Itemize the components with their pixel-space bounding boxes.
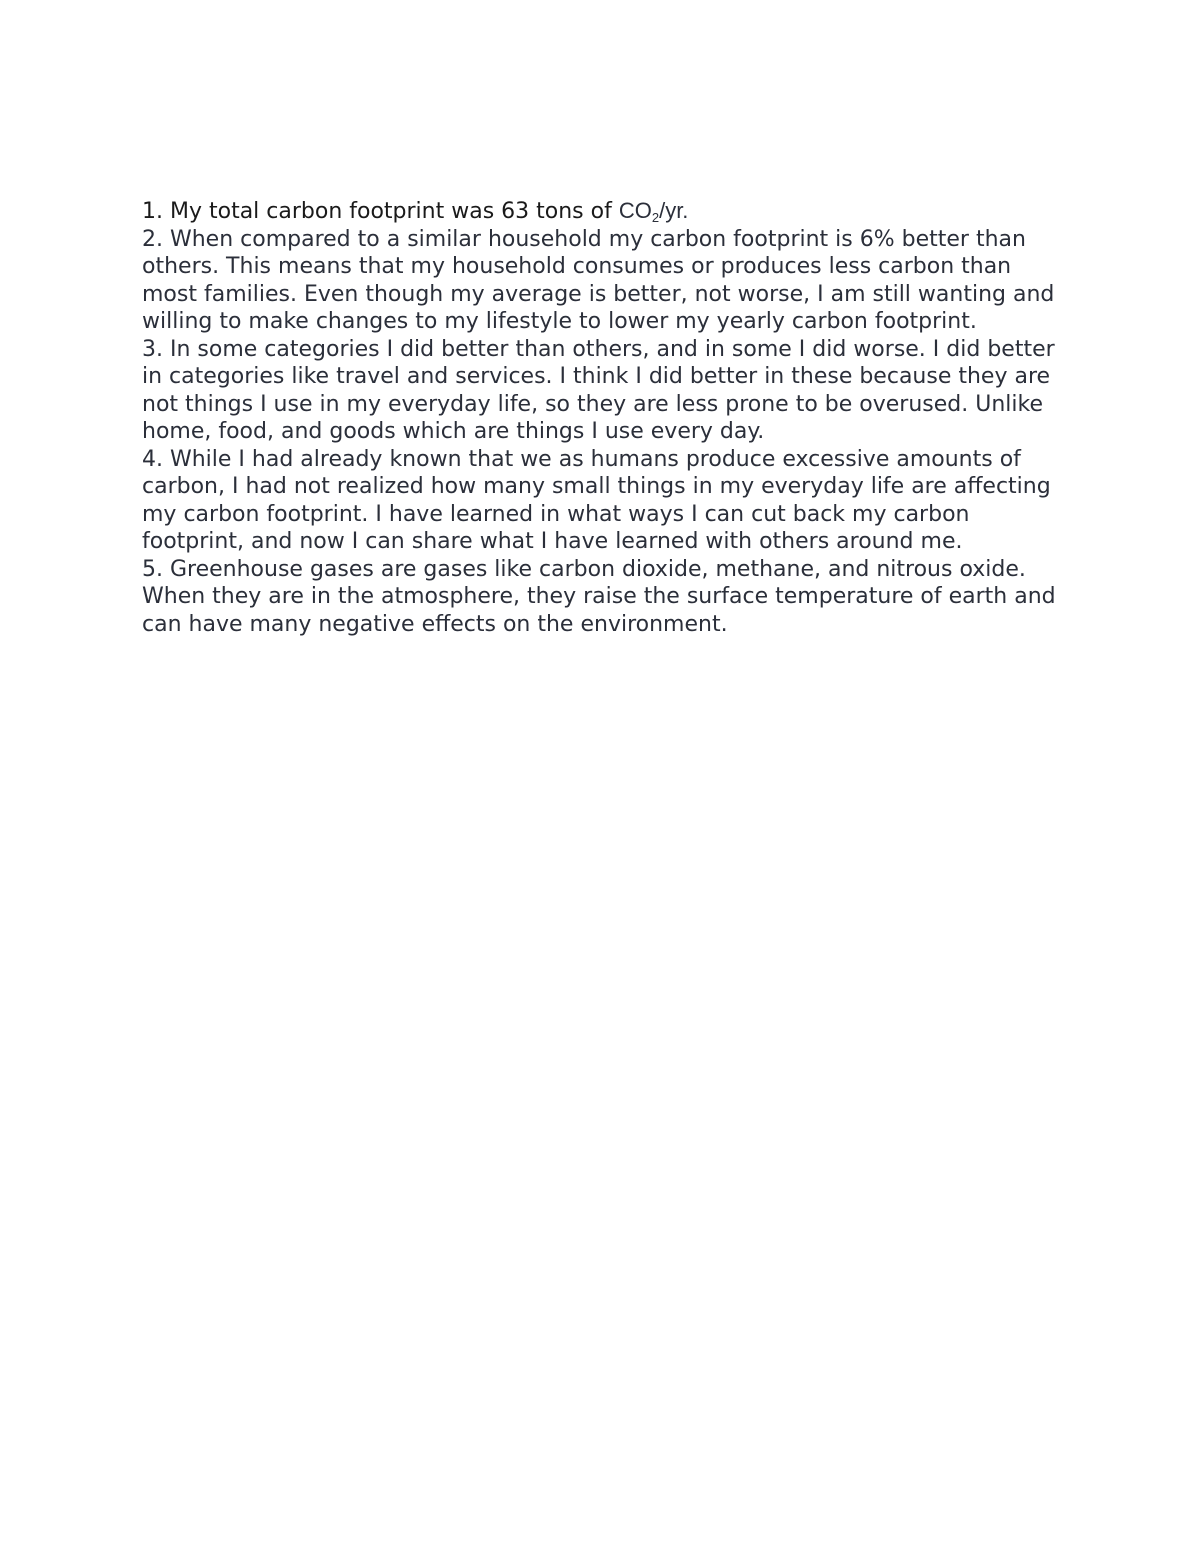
co2-unit — [619, 198, 689, 223]
paragraph-1 — [142, 197, 1072, 226]
co2-unit-subscript: 2 — [651, 210, 660, 225]
paragraph-5: 5. Greenhouse gases are gases like carbon dioxide, methane, and nitrous oxide. When they are in the atmosphere, they raise the surface temperature of earth and can have many negative effects on the environment. — [142, 556, 1056, 637]
co2-unit-tail: /yr. — [659, 198, 689, 223]
document-body — [142, 197, 1072, 638]
paragraph-3: 3. In some categories I did better than others, and in some I did worse. I did better in categories like travel and services. I think I did better in these because they are not things I use in my everyday life, so they are less prone to be overused. Unlike home, food, and goods which are things I use every day. — [142, 336, 1055, 444]
paragraph-4: 4. While I had already known that we as humans produce excessive amounts of carbon, I had not realized how many small things in my everyday life are affecting my carbon footprint. I have learned in what ways I can cut back my carbon footprint, and now I can share what I have learned with others around me. — [142, 446, 1051, 554]
co2-unit-main: CO — [618, 198, 652, 223]
paragraph-1-text: 1. My total carbon footprint was 63 tons of — [142, 199, 619, 224]
paragraph-2: 2. When compared to a similar household my carbon footprint is 6% better than others. This means that my household consumes or produces less carbon than most families. Even though my average is better, not worse, I am still wanting and willing to make changes to my lifestyle to lower my yearly carbon footprint. — [142, 226, 1055, 334]
